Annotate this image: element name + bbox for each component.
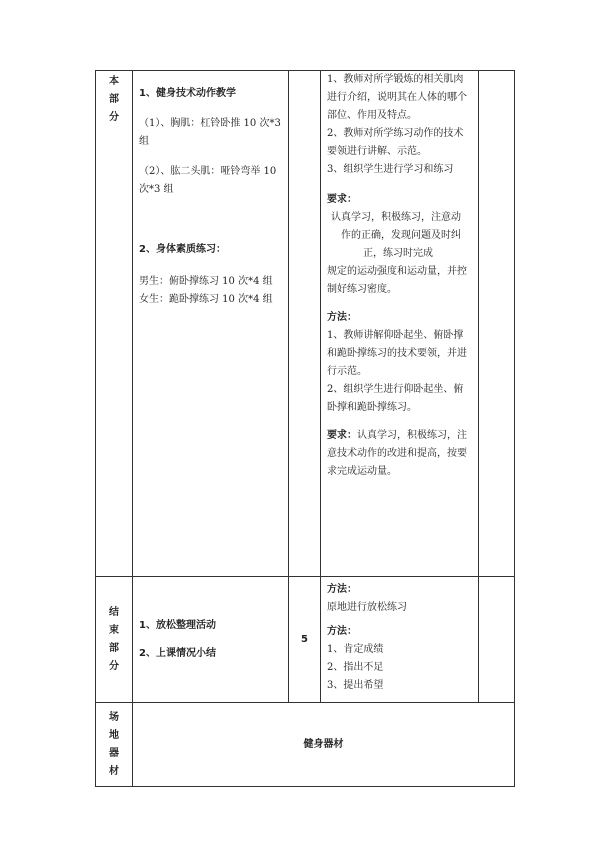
main-time-cell bbox=[289, 71, 321, 577]
method-step-2: 2、教师对所学练习动作的技术要领进行讲解、示范。 bbox=[327, 128, 464, 157]
main-part-row bbox=[96, 71, 515, 577]
requirement-label: 要求： bbox=[327, 194, 357, 205]
ending-method2-label: 方法： bbox=[327, 626, 357, 637]
ending-time: 5 bbox=[289, 577, 321, 703]
main-part-label: 本 部 分 bbox=[96, 71, 133, 577]
boys-exercise: 男生：俯卧撑练习 10 次*4 组 bbox=[139, 276, 273, 287]
exercise-chest: （1）、胸肌：杠铃卧推 10 次*3 组 bbox=[139, 118, 281, 147]
ending-item-1: 1、放松整理活动 bbox=[139, 619, 216, 631]
method2-step-1: 1、教师讲解仰卧起坐、俯卧撑和跪卧撑练习的技术要领，并进行示范。 bbox=[327, 330, 467, 377]
requirement2 bbox=[327, 427, 472, 481]
requirement-line-4: 规定的运动强度和运动量，并控制好练习密度。 bbox=[327, 266, 467, 295]
section1-title: 1、健身技术动作教学 bbox=[139, 88, 236, 99]
ending-point-1: 1、肯定成绩 bbox=[327, 644, 384, 655]
venue-equipment: 健身器材 bbox=[133, 703, 515, 787]
ending-point-3: 3、提出希望 bbox=[327, 680, 384, 691]
section2-title: 2、身体素质练习： bbox=[139, 244, 226, 255]
requirement-line-2: 作的正确，发现问题及时纠 bbox=[341, 230, 461, 241]
venue-label: 场 地 器 材 bbox=[96, 703, 133, 787]
main-part-content bbox=[133, 71, 289, 577]
requirement2-text: 认真学习，积极练习，注意技术动作的改进和提高，按要求完成运动量。 bbox=[327, 430, 467, 477]
method-step-3: 3、组织学生进行学习和练习 bbox=[327, 164, 454, 175]
venue-row bbox=[96, 703, 515, 787]
ending-method-text: 原地进行放松练习 bbox=[327, 602, 407, 613]
girls-exercise: 女生：跪卧撑练习 10 次*4 组 bbox=[139, 294, 273, 305]
ending-notes-cell bbox=[479, 577, 515, 703]
method2-step-2: 2、组织学生进行仰卧起坐、俯卧撑和跪卧撑练习。 bbox=[327, 384, 464, 413]
main-method-cell bbox=[321, 71, 479, 577]
ending-part-row bbox=[96, 577, 515, 703]
requirement-line-1: 认真学习，积极练习，注意动 bbox=[331, 212, 461, 223]
requirement-line-3: 正，练习时完成 bbox=[363, 248, 433, 259]
ending-item-2: 2、上课情况小结 bbox=[139, 647, 216, 659]
method-step-1: 1、教师对所学锻炼的相关肌肉进行介绍，说明其在人体的哪个部位、作用及特点。 bbox=[327, 74, 467, 121]
ending-part-label: 结 束 部 分 bbox=[96, 577, 133, 703]
lesson-plan-table bbox=[95, 70, 515, 787]
main-notes-cell bbox=[479, 71, 515, 577]
exercise-biceps: （2）、肱二头肌：哑铃弯举 10 次*3 组 bbox=[139, 166, 277, 195]
requirement2-label: 要求： bbox=[327, 430, 357, 441]
ending-method-cell bbox=[321, 577, 479, 703]
method-label: 方法： bbox=[327, 312, 357, 323]
ending-method-label: 方法： bbox=[327, 584, 357, 595]
ending-point-2: 2、指出不足 bbox=[327, 662, 384, 673]
ending-part-content bbox=[133, 577, 289, 703]
